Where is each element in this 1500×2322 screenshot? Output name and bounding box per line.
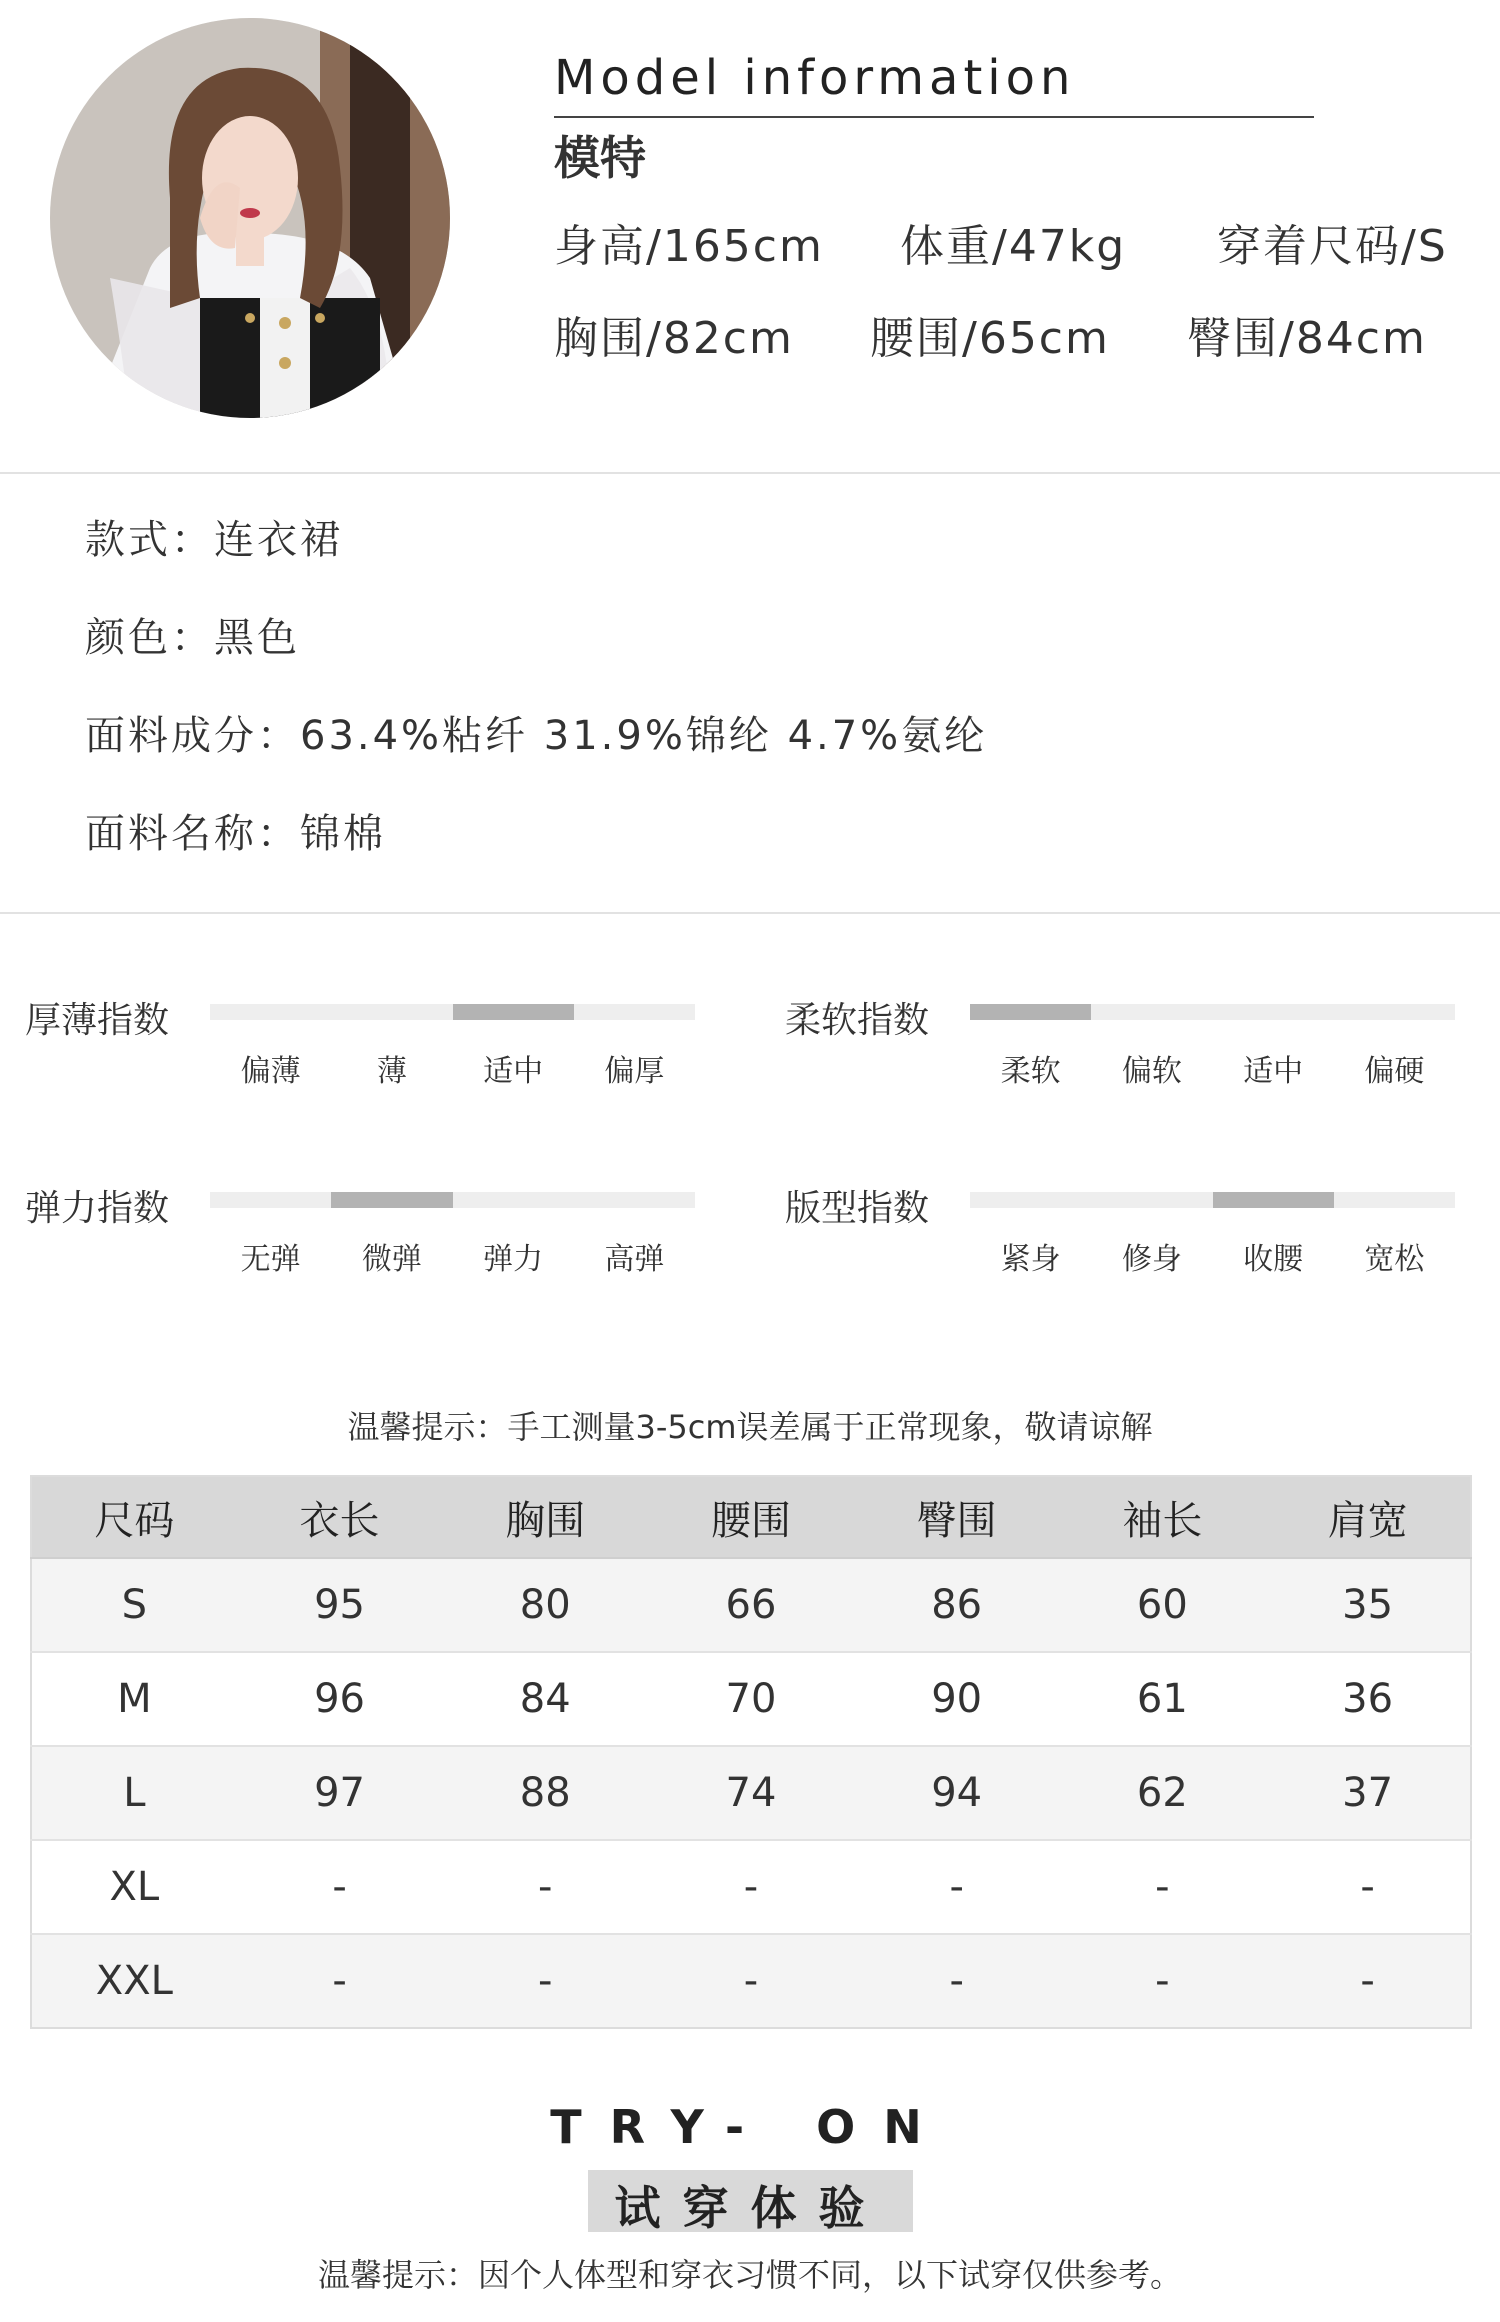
- model-bust: 胸围/82cm: [554, 313, 794, 364]
- model-title-en: Model information: [554, 50, 1076, 106]
- table-cell: XL: [31, 1840, 237, 1934]
- spec-fabric: 面料成分：63.4%粘纤 31.9%锦纶 4.7%氨纶: [85, 713, 988, 759]
- model-size: 穿着尺码/S: [1217, 221, 1448, 272]
- index-bar-highlight: [1213, 1192, 1334, 1208]
- table-header-cell: 尺码: [31, 1476, 237, 1558]
- table-cell: 66: [648, 1558, 854, 1652]
- index-option: 偏厚: [604, 1054, 665, 1089]
- index-option: 适中: [1243, 1054, 1304, 1089]
- table-cell: -: [1265, 1840, 1471, 1934]
- table-cell: 97: [237, 1746, 443, 1840]
- tryon-title-cn: 试穿体验: [614, 2181, 887, 2235]
- table-header-cell: 臀围: [854, 1476, 1060, 1558]
- table-cell: -: [442, 1840, 648, 1934]
- table-cell: 74: [648, 1746, 854, 1840]
- section-divider: [0, 912, 1500, 914]
- table-cell: M: [31, 1652, 237, 1746]
- tryon-tip: 温馨提示：因个人体型和穿衣习惯不同，以下试穿仅供参考。: [317, 2256, 1182, 2294]
- table-cell: 88: [442, 1746, 648, 1840]
- table-header-cell: 袖长: [1060, 1476, 1266, 1558]
- section-divider: [0, 472, 1500, 474]
- table-cell: 61: [1060, 1652, 1266, 1746]
- table-cell: -: [1265, 1934, 1471, 2028]
- table-cell: 90: [854, 1652, 1060, 1746]
- index-label: 柔软指数: [785, 1000, 930, 1041]
- index-bar: [210, 1192, 695, 1208]
- table-row: [31, 1840, 1471, 1934]
- model-title-divider: [554, 116, 1314, 118]
- table-cell: 37: [1265, 1746, 1471, 1840]
- table-header-cell: 肩宽: [1265, 1476, 1471, 1558]
- table-cell: XXL: [31, 1934, 237, 2028]
- index-option: 宽松: [1364, 1242, 1425, 1277]
- spec-color: 颜色：黑色: [85, 615, 300, 661]
- table-cell: 95: [237, 1558, 443, 1652]
- table-cell: 60: [1060, 1558, 1266, 1652]
- index-bar: [210, 1004, 695, 1020]
- table-cell: 96: [237, 1652, 443, 1746]
- index-option: 柔软: [1000, 1054, 1061, 1089]
- table-row: [31, 1934, 1471, 2028]
- table-cell: -: [648, 1934, 854, 2028]
- table-header-cell: 胸围: [442, 1476, 648, 1558]
- index-option: 偏硬: [1364, 1054, 1425, 1089]
- model-waist: 腰围/65cm: [870, 313, 1110, 364]
- model-photo-image: [50, 18, 450, 418]
- index-option: 高弹: [604, 1242, 665, 1277]
- table-cell: -: [237, 1934, 443, 2028]
- table-header-cell: 腰围: [648, 1476, 854, 1558]
- table-header-row: [31, 1476, 1471, 1558]
- model-weight: 体重/47kg: [900, 221, 1127, 272]
- index-option: 收腰: [1243, 1242, 1304, 1277]
- spec-style: 款式：连衣裙: [85, 517, 343, 563]
- table-cell: -: [854, 1934, 1060, 2028]
- table-cell: -: [1060, 1840, 1266, 1934]
- index-bar-highlight: [453, 1004, 574, 1020]
- index-option: 适中: [483, 1054, 544, 1089]
- table-header-cell: 衣长: [237, 1476, 443, 1558]
- index-option: 微弹: [361, 1242, 422, 1277]
- index-option: 偏软: [1121, 1054, 1182, 1089]
- table-cell: 84: [442, 1652, 648, 1746]
- table-cell: -: [1060, 1934, 1266, 2028]
- model-photo: [50, 18, 450, 418]
- index-label: 弹力指数: [25, 1188, 170, 1229]
- table-cell: 80: [442, 1558, 648, 1652]
- index-bar: [970, 1192, 1455, 1208]
- table-row: [31, 1558, 1471, 1652]
- table-cell: 36: [1265, 1652, 1471, 1746]
- measure-tip: 温馨提示：手工测量3-5cm误差属于正常现象，敬请谅解: [347, 1408, 1153, 1446]
- model-height: 身高/165cm: [554, 221, 824, 272]
- tryon-title-en: TRY- ON: [550, 2100, 950, 2154]
- table-cell: 62: [1060, 1746, 1266, 1840]
- table-cell: 35: [1265, 1558, 1471, 1652]
- index-option: 紧身: [1000, 1242, 1061, 1277]
- table-cell: L: [31, 1746, 237, 1840]
- index-option: 无弹: [240, 1242, 301, 1277]
- index-label: 版型指数: [785, 1188, 930, 1229]
- index-label: 厚薄指数: [25, 1000, 170, 1041]
- table-cell: S: [31, 1558, 237, 1652]
- model-title-cn: 模特: [554, 131, 646, 185]
- model-hip: 臀围/84cm: [1187, 313, 1427, 364]
- table-row: [31, 1652, 1471, 1746]
- table-cell: 70: [648, 1652, 854, 1746]
- table-cell: -: [648, 1840, 854, 1934]
- table-cell: -: [854, 1840, 1060, 1934]
- index-option: 偏薄: [240, 1054, 301, 1089]
- index-option: 薄: [376, 1054, 407, 1089]
- index-option: 弹力: [483, 1242, 544, 1277]
- index-bar-highlight: [331, 1192, 452, 1208]
- table-cell: 94: [854, 1746, 1060, 1840]
- table-cell: 86: [854, 1558, 1060, 1652]
- index-option: 修身: [1121, 1242, 1182, 1277]
- index-bar-highlight: [970, 1004, 1091, 1020]
- spec-fabric-name: 面料名称：锦棉: [85, 811, 386, 857]
- index-bar: [970, 1004, 1455, 1020]
- size-table: [30, 1475, 1472, 2029]
- table-cell: -: [442, 1934, 648, 2028]
- table-cell: -: [237, 1840, 443, 1934]
- table-row: [31, 1746, 1471, 1840]
